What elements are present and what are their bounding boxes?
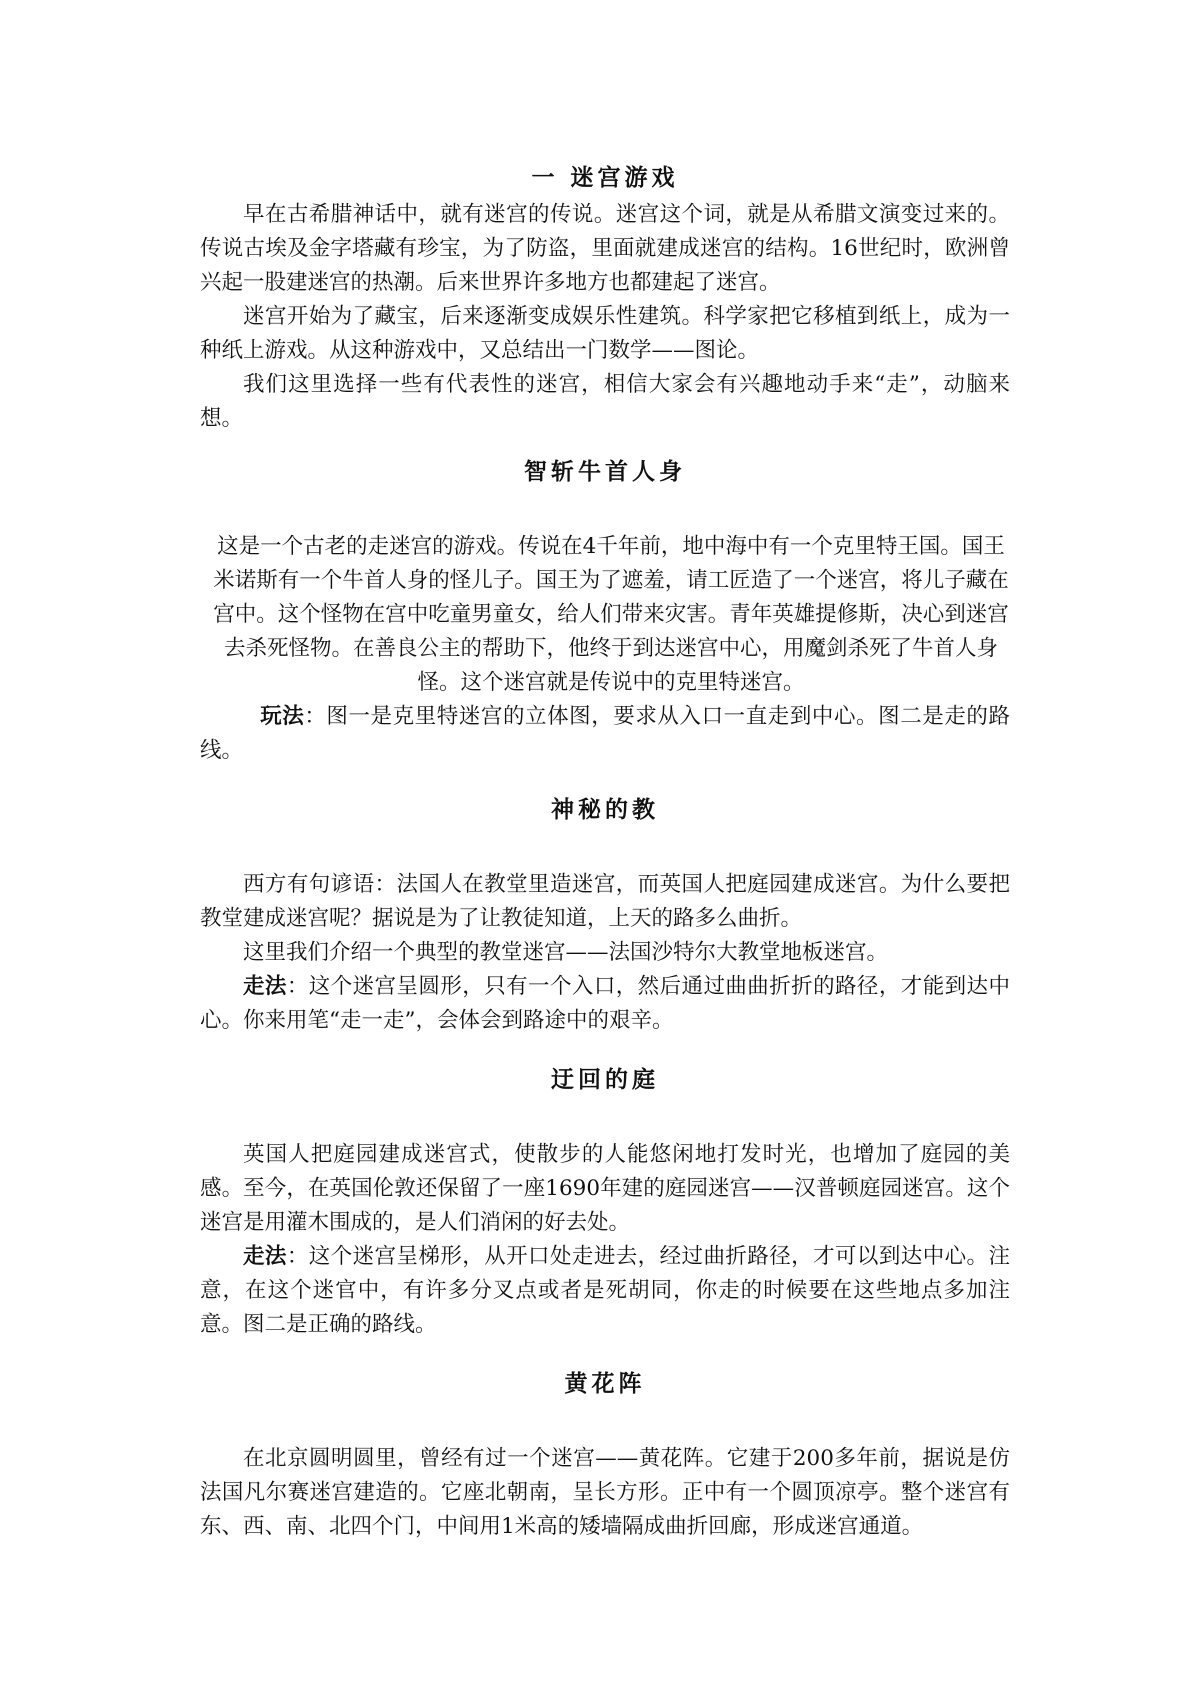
paragraph: 西方有句谚语：法国人在教堂里造迷宫，而英国人把庭园建成迷宫。为什么要把教堂建成迷宫呢？据说是为了让教徒知道，上天的路多么曲折。 bbox=[200, 872, 1010, 931]
walk-text: ：这个迷宫呈梯形，从开口处走进去，经过曲折路径，才可以到达中心。注意，在这个迷官中，有许多分叉点或者是死胡同，你走的时候要在这些地点多加注意。图二是正确的路线。 bbox=[200, 1244, 1010, 1337]
play-label: 玩法 bbox=[260, 704, 305, 729]
walk-instructions bbox=[200, 1240, 1010, 1342]
paragraph: 英国人把庭园建成迷宫式，使散步的人能悠闲地打发时光，也增加了庭园的美感。至今，在英国伦敦还保留了一座1690年建的庭园迷宫——汉普顿庭园迷宫。这个迷宫是用灌木围成的，是人们消闲的好去处。 bbox=[200, 1142, 1010, 1235]
paragraph: 这里我们介绍一个典型的教堂迷宫——法国沙特尔大教堂地板迷宫。 bbox=[243, 940, 889, 965]
paragraph: 这是一个古老的走迷宫的游戏。传说在4千年前，地中海中有一个克里特王国。国王米诺斯有一个牛首人身的怪儿子。国王为了遮羞，请工匠造了一个迷宫，将儿子藏在宫中。这个怪物在宫中吃童男童女，给人们带来灾害。青年英雄提修斯，决心到迷宫去杀死怪物。在善良公主的帮助下，他终于到达迷宫中心，用魔剑杀死了牛首人身怪。这个迷宫就是传说中的克里特迷宫。 bbox=[213, 534, 1009, 695]
section-heading-church-maze: 神秘的教 bbox=[551, 797, 659, 823]
walk-text: ：这个迷宫呈圆形，只有一个入口，然后通过曲曲折折的路径，才能到达中心。你来用笔“走一走”，会体会到路途中的艰辛。 bbox=[200, 974, 1010, 1033]
document-page bbox=[200, 158, 1010, 1544]
play-text: ：图一是克里特迷宫的立体图，要求从入口一直走到中心。图二是走的路线。 bbox=[200, 704, 1010, 763]
paragraph: 迷宫开始为了藏宝，后来逐渐变成娱乐性建筑。科学家把它移植到纸上，成为一种纸上游戏。从这种游戏中，又总结出一门数学——图论。 bbox=[200, 304, 1010, 363]
walk-instructions bbox=[200, 970, 1010, 1038]
paragraph: 我们这里选择一些有代表性的迷宫，相信大家会有兴趣地动手来“走”，动脑来想。 bbox=[200, 372, 1010, 431]
walk-label: 走法 bbox=[243, 974, 287, 999]
section-heading-huanghua-maze: 黄花阵 bbox=[564, 1371, 646, 1397]
section-heading-garden-maze: 迂回的庭 bbox=[551, 1067, 659, 1093]
play-instructions bbox=[200, 700, 1010, 768]
paragraph: 早在古希腊神话中，就有迷宫的传说。迷宫这个词，就是从希腊文演变过来的。传说古埃及金字塔藏有珍宝，为了防盗，里面就建成迷宫的结构。16世纪时，欧洲曾兴起一股建迷宫的热潮。后来世界许多地方也都建起了迷宫。 bbox=[200, 202, 1010, 295]
walk-label: 走法 bbox=[243, 1244, 287, 1269]
section-heading-minotaur: 智斩牛首人身 bbox=[524, 459, 686, 485]
paragraph: 在北京圆明圆里，曾经有过一个迷宫——黄花阵。它建于200多年前，据说是仿法国凡尔赛迷宫建造的。它座北朝南，呈长方形。正中有一个圆顶凉亭。整个迷宫有东、西、南、北四个门，中间用1米高的矮墙隔成曲折回廊，形成迷宫通道。 bbox=[200, 1446, 1010, 1539]
section-heading-maze-games: 一 迷宫游戏 bbox=[531, 165, 679, 191]
